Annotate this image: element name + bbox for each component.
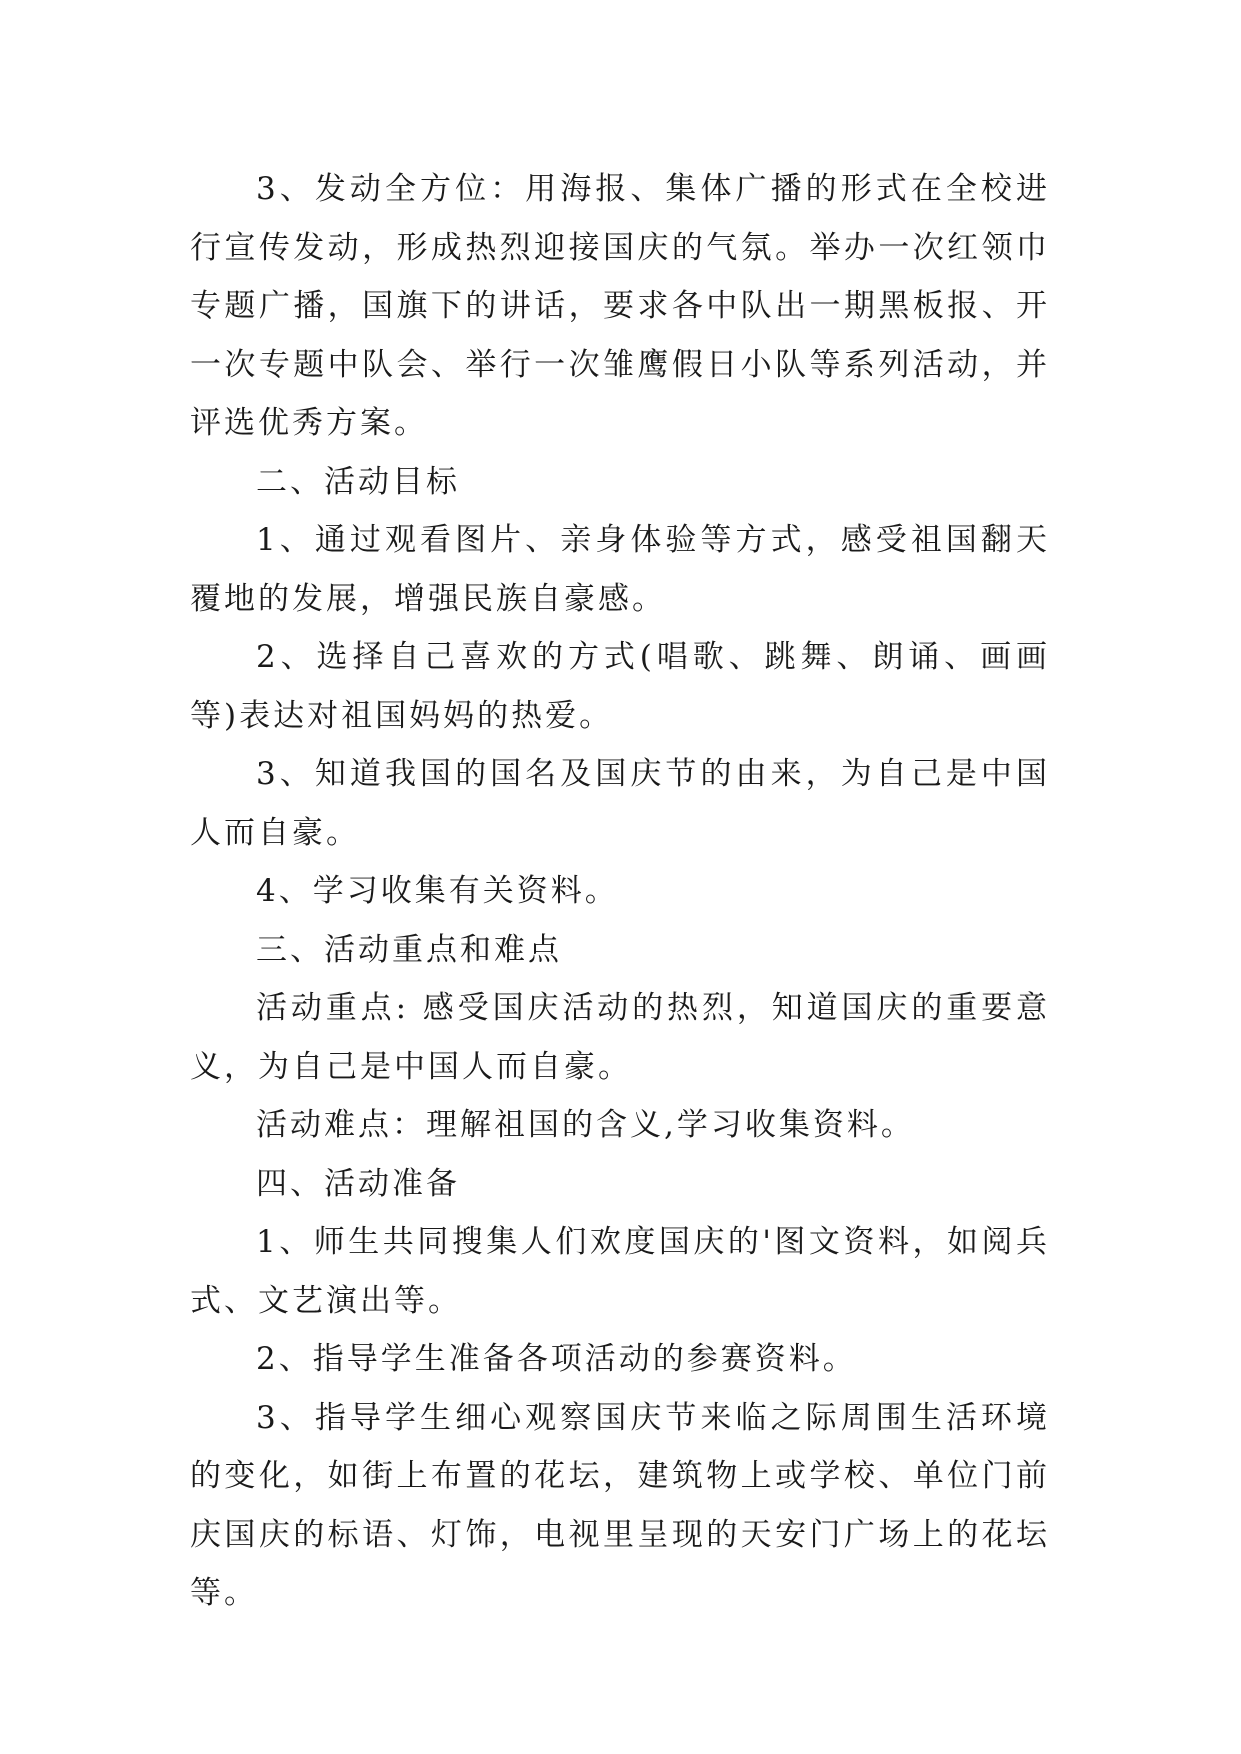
heading-preparation: 四、活动准备: [256, 1165, 460, 1202]
paragraph-key-point: 活动重点: 感受国庆活动的热烈，知道国庆的重要意义，为自己是中国人而自豪。: [190, 990, 1050, 1085]
paragraph-preparation-2: 2、指导学生准备各项活动的参赛资料。: [256, 1341, 857, 1377]
paragraph-publicity-mobilization: 3、发动全方位：用海报、集体广播的形式在全校进行宣传发动，形成热烈迎接国庆的气氛。举办一次红领巾专题广播，国旗下的讲话，要求各中队出一期黑板报、开一次专题中队会、举行一次雏鹰假日小队等系列活动，并评选优秀方案。: [190, 171, 1050, 441]
heading-key-points: 三、活动重点和难点: [256, 931, 562, 968]
paragraph-goal-3: 3、知道我国的国名及国庆节的由来，为自己是中国人而自豪。: [190, 756, 1050, 851]
paragraph-goal-4: 4、学习收集有关资料。: [256, 873, 619, 909]
heading-activity-goals: 二、活动目标: [256, 463, 460, 500]
paragraph-goal-1: 1、通过观看图片、亲身体验等方式，感受祖国翻天覆地的发展，增强民族自豪感。: [190, 522, 1050, 617]
paragraph-preparation-1: 1、师生共同搜集人们欢度国庆的'图文资料，如阅兵式、文艺演出等。: [190, 1224, 1050, 1319]
paragraph-preparation-3: 3、指导学生细心观察国庆节来临之际周围生活环境的变化，如街上布置的花坛，建筑物上或学校、单位门前庆国庆的标语、灯饰，电视里呈现的天安门广场上的花坛等。: [190, 1399, 1050, 1611]
document-body: [190, 160, 1050, 1623]
paragraph-difficult-point: 活动难点：理解祖国的含义,学习收集资料。: [256, 1107, 915, 1143]
paragraph-goal-2: 2、选择自己喜欢的方式(唱歌、跳舞、朗诵、画画等)表达对祖国妈妈的热爱。: [190, 639, 1050, 734]
